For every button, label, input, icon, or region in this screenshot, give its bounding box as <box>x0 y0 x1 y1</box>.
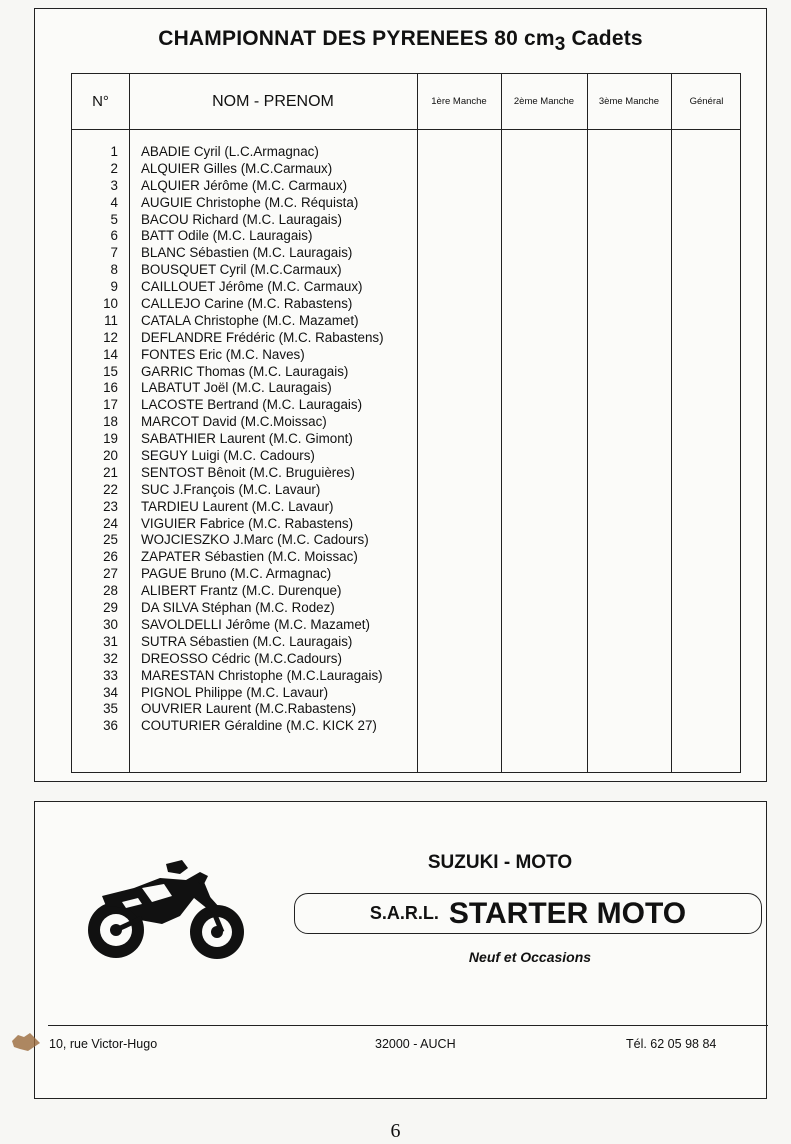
page-title <box>35 27 766 56</box>
row-rider-name: AUGUIE Christophe (M.C. Réquista) <box>141 194 359 210</box>
row-number: 1 <box>110 144 118 159</box>
row-rider-name: BATT Odile (M.C. Lauragais) <box>141 228 313 244</box>
row-rider-name: GARRIC Thomas (M.C. Lauragais) <box>141 363 349 379</box>
ad-city: 32000 - AUCH <box>375 1037 456 1051</box>
row-number: 16 <box>103 380 118 396</box>
row-number: 29 <box>103 600 118 616</box>
company-name: STARTER MOTO <box>448 896 687 930</box>
header-number: N° <box>92 93 109 110</box>
row-number: 7 <box>110 245 118 261</box>
table-row <box>72 448 417 465</box>
table-row <box>72 144 417 161</box>
row-rider-name: ALQUIER Jérôme (M.C. Carmaux) <box>141 177 348 193</box>
row-rider-name: OUVRIER Laurent (M.C.Rabastens) <box>141 701 357 717</box>
row-number: 31 <box>103 633 118 649</box>
row-number: 14 <box>103 346 118 362</box>
row-number: 8 <box>110 262 118 278</box>
row-number: 15 <box>103 363 118 379</box>
table-row <box>72 161 417 178</box>
company-name-box <box>294 893 762 934</box>
row-rider-name: DA SILVA Stéphan (M.C. Rodez) <box>141 600 335 616</box>
row-rider-name: ZAPATER Sébastien (M.C. Moissac) <box>141 549 358 565</box>
brand-line: SUZUKI - MOTO <box>427 852 573 873</box>
page-number: 6 <box>390 1120 401 1142</box>
row-rider-name: BACOU Richard (M.C. Lauragais) <box>141 211 342 227</box>
table-row <box>72 617 417 634</box>
title-main: CHAMPIONNAT DES PYRENEES 80 cm <box>158 27 555 50</box>
row-number: 33 <box>103 667 118 683</box>
table-row <box>72 414 417 431</box>
row-number: 26 <box>103 549 118 565</box>
table-row <box>72 465 417 482</box>
footer-rule <box>48 1025 768 1026</box>
row-number: 6 <box>110 228 118 244</box>
table-row <box>72 549 417 566</box>
row-rider-name: ALQUIER Gilles (M.C.Carmaux) <box>141 160 333 176</box>
table-row <box>72 262 417 279</box>
row-rider-name: ABADIE Cyril (L.C.Armagnac) <box>141 144 319 159</box>
row-rider-name: SEGUY Luigi (M.C. Cadours) <box>141 448 315 464</box>
row-number: 4 <box>110 194 118 210</box>
row-rider-name: PAGUE Bruno (M.C. Armagnac) <box>141 566 332 582</box>
paper-stain <box>10 1031 42 1053</box>
column-divider <box>417 74 418 772</box>
column-divider <box>587 74 588 772</box>
row-number: 23 <box>103 498 118 514</box>
row-rider-name: SAVOLDELLI Jérôme (M.C. Mazamet) <box>141 616 370 632</box>
row-rider-name: CATALA Christophe (M.C. Mazamet) <box>141 312 359 328</box>
row-rider-name: SUC J.François (M.C. Lavaur) <box>141 481 321 497</box>
row-number: 19 <box>103 431 118 447</box>
row-number: 24 <box>103 515 118 531</box>
row-rider-name: SUTRA Sébastien (M.C. Lauragais) <box>141 633 353 649</box>
row-number: 11 <box>104 312 118 328</box>
table-row <box>72 313 417 330</box>
row-rider-name: LABATUT Joël (M.C. Lauragais) <box>141 380 332 396</box>
row-rider-name: WOJCIESZKO J.Marc (M.C. Cadours) <box>141 532 369 548</box>
row-rider-name: SABATHIER Laurent (M.C. Gimont) <box>141 431 353 447</box>
row-rider-name: COUTURIER Géraldine (M.C. KICK 27) <box>141 718 377 734</box>
column-divider <box>501 74 502 772</box>
table-row <box>72 600 417 617</box>
row-rider-name: MARCOT David (M.C.Moissac) <box>141 414 327 430</box>
row-number: 30 <box>103 616 118 632</box>
row-number: 34 <box>103 684 118 700</box>
table-row <box>72 212 417 229</box>
row-rider-name: ALIBERT Frantz (M.C. Durenque) <box>141 583 342 599</box>
row-number: 9 <box>110 279 118 295</box>
table-row <box>72 634 417 651</box>
ad-address: 10, rue Victor-Hugo <box>49 1037 158 1051</box>
row-rider-name: CALLEJO Carine (M.C. Rabastens) <box>141 296 353 312</box>
row-number: 36 <box>103 718 118 734</box>
row-number: 25 <box>103 532 118 548</box>
row-number: 21 <box>103 464 118 480</box>
table-row <box>72 364 417 381</box>
row-number: 20 <box>103 448 118 464</box>
header-name: NOM - PRENOM <box>212 92 334 110</box>
motorcycle-illustration <box>82 858 250 964</box>
row-number: 18 <box>103 414 118 430</box>
row-number: 22 <box>103 481 118 497</box>
table-row <box>72 516 417 533</box>
header-race-1: 1ère Manche <box>431 96 487 107</box>
row-rider-name: FONTES Eric (M.C. Naves) <box>141 346 305 362</box>
table-row <box>72 651 417 668</box>
standings-panel <box>34 8 767 782</box>
row-number: 28 <box>103 583 118 599</box>
company-prefix: S.A.R.L. <box>369 903 439 923</box>
table-row <box>72 178 417 195</box>
table-row <box>72 668 417 685</box>
row-number: 5 <box>110 211 118 227</box>
row-rider-name: VIGUIER Fabrice (M.C. Rabastens) <box>141 515 354 531</box>
table-row <box>72 482 417 499</box>
column-divider <box>671 74 672 772</box>
table-row <box>72 195 417 212</box>
table-row <box>72 431 417 448</box>
table-row <box>72 718 417 735</box>
row-rider-name: CAILLOUET Jérôme (M.C. Carmaux) <box>141 279 363 295</box>
header-race-2: 2ème Manche <box>513 96 575 107</box>
row-rider-name: BOUSQUET Cyril (M.C.Carmaux) <box>141 262 342 278</box>
title-category: Cadets <box>565 27 643 50</box>
row-rider-name: BLANC Sébastien (M.C. Lauragais) <box>141 245 353 261</box>
row-rider-name: DREOSSO Cédric (M.C.Cadours) <box>141 650 342 666</box>
table-row <box>72 330 417 347</box>
row-number: 2 <box>110 160 118 176</box>
row-number: 27 <box>103 566 118 582</box>
row-rider-name: SENTOST Bênoit (M.C. Bruguières) <box>141 464 355 480</box>
results-table <box>71 73 741 773</box>
title-unit-exponent: 3 <box>554 34 566 56</box>
row-rider-name: PIGNOL Philippe (M.C. Lavaur) <box>141 684 329 700</box>
ad-phone: Tél. 62 05 98 84 <box>626 1037 717 1051</box>
row-rider-name: MARESTAN Christophe (M.C.Lauragais) <box>141 667 383 683</box>
row-number: 10 <box>103 296 118 312</box>
row-number: 35 <box>103 701 118 717</box>
row-rider-name: DEFLANDRE Frédéric (M.C. Rabastens) <box>141 329 384 345</box>
table-row <box>72 245 417 262</box>
row-number: 3 <box>110 177 118 193</box>
row-number: 12 <box>103 329 118 345</box>
table-row <box>72 397 417 414</box>
table-row <box>72 583 417 600</box>
row-number: 32 <box>103 650 118 666</box>
row-rider-name: TARDIEU Laurent (M.C. Lavaur) <box>141 498 334 514</box>
table-row <box>72 296 417 313</box>
table-header <box>72 74 740 130</box>
table-row <box>72 532 417 549</box>
ad-tagline: Neuf et Occasions <box>468 949 592 965</box>
table-row <box>72 701 417 718</box>
table-row <box>72 228 417 245</box>
table-row <box>72 685 417 702</box>
table-row <box>72 279 417 296</box>
table-row <box>72 380 417 397</box>
header-race-3: 3ème Manche <box>598 96 660 107</box>
header-overall: Général <box>689 96 724 107</box>
row-rider-name: LACOSTE Bertrand (M.C. Lauragais) <box>141 397 363 413</box>
table-row <box>72 347 417 364</box>
table-body <box>72 144 417 735</box>
table-row <box>72 566 417 583</box>
row-number: 17 <box>103 397 118 413</box>
table-row <box>72 499 417 516</box>
